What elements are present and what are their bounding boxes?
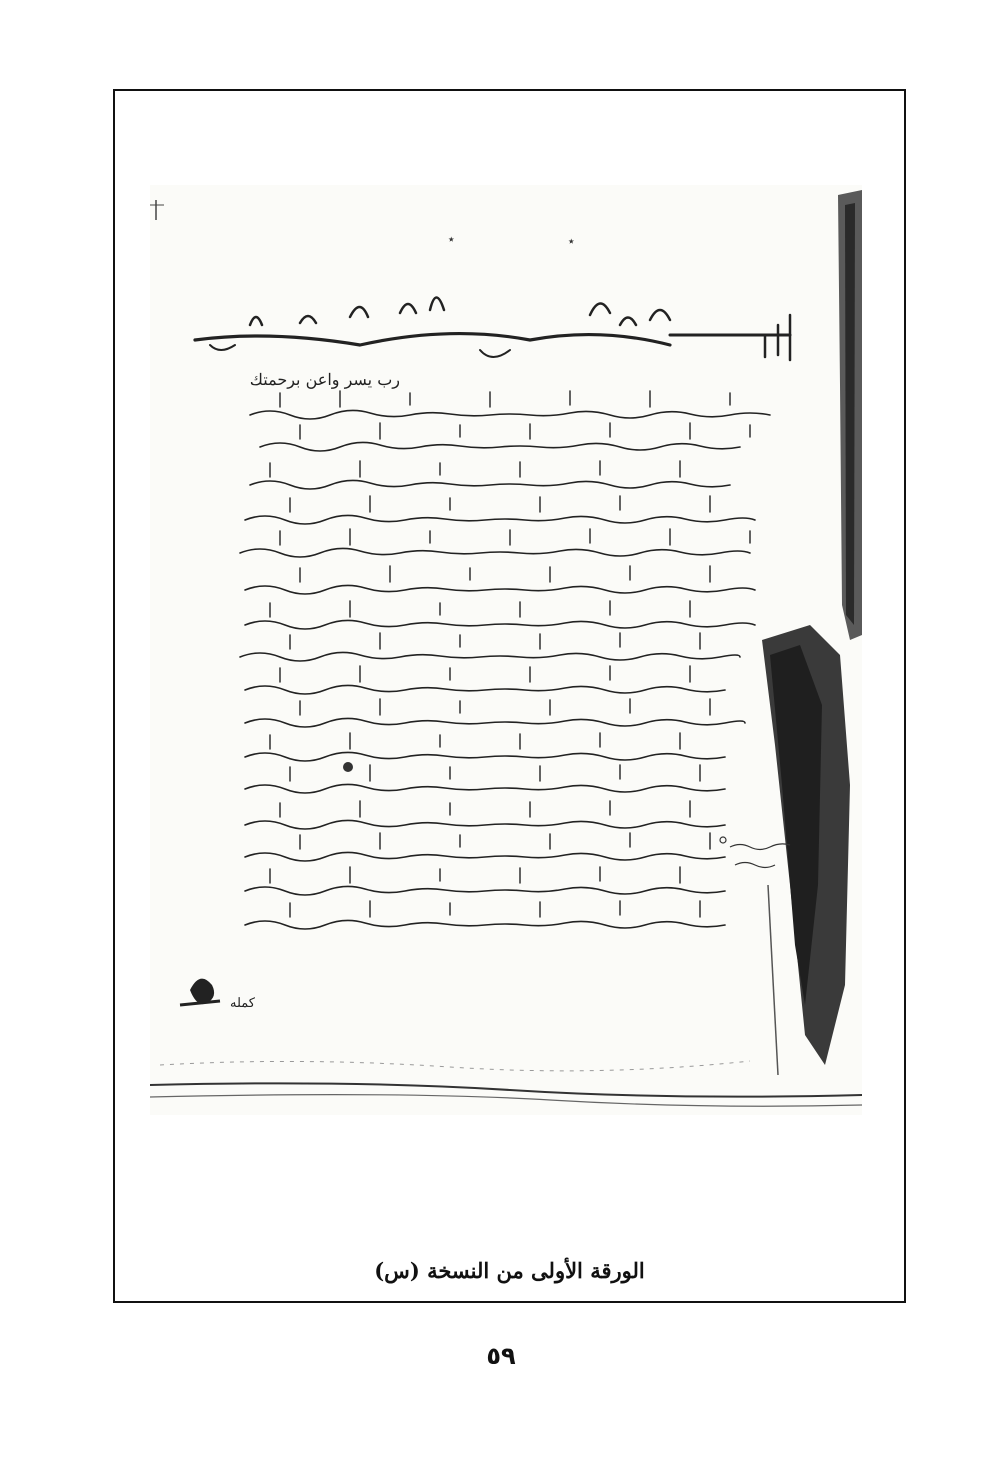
manuscript-scan [150, 185, 862, 1115]
svg-text:رب يسر واعن برحمتك: رب يسر واعن برحمتك [249, 370, 400, 389]
svg-text:كمله: كمله [230, 996, 255, 1011]
page-number: ٥٩ [486, 1342, 516, 1370]
svg-text:٭: ٭ [568, 234, 575, 248]
svg-text:٭: ٭ [448, 232, 455, 246]
manuscript-image [150, 185, 862, 1115]
figure-caption: الورقة الأولى من النسخة (س) [374, 1258, 645, 1283]
